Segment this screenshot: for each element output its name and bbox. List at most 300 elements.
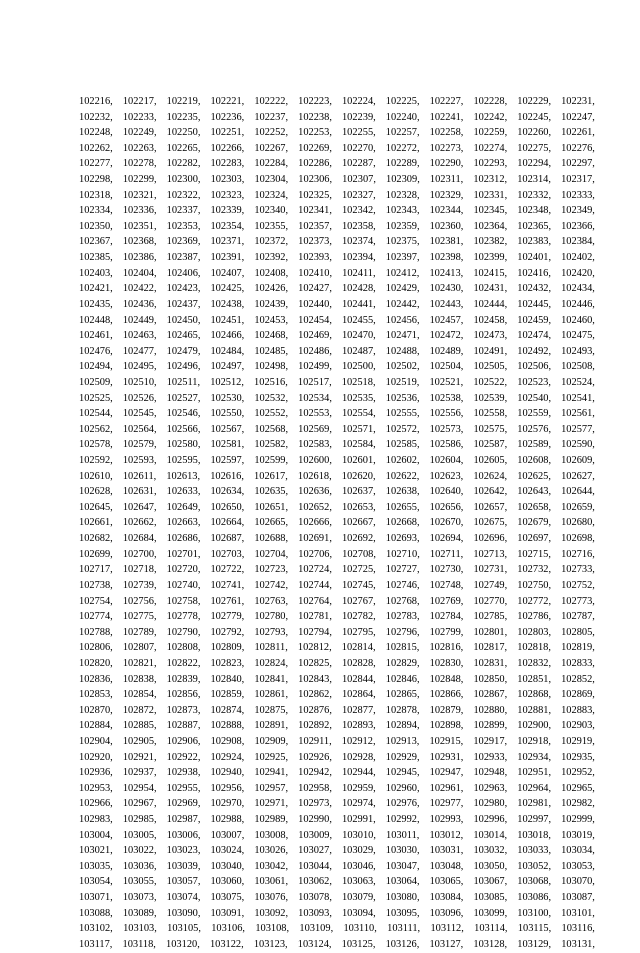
number-entry: 103123, xyxy=(253,938,288,950)
number-entry: 102959, xyxy=(341,782,376,794)
number-line xyxy=(79,437,595,453)
number-entry: 102488, xyxy=(385,345,420,357)
number-entry: 102510, xyxy=(122,376,157,388)
number-entry: 102830, xyxy=(429,657,464,669)
number-entry: 102392, xyxy=(254,252,289,264)
number-entry: 102635, xyxy=(254,486,289,498)
number-entry: 102967, xyxy=(122,798,157,810)
number-entry: 102429, xyxy=(385,283,420,295)
number-entry: 102578, xyxy=(79,439,113,451)
number-entry: 102833, xyxy=(561,657,595,669)
number-entry: 102717, xyxy=(79,564,113,576)
number-entry: 102448, xyxy=(79,314,113,326)
number-entry: 102371, xyxy=(210,236,245,248)
number-line xyxy=(79,640,595,656)
number-entry: 103126, xyxy=(385,938,420,950)
number-entry: 102600, xyxy=(298,455,332,467)
number-entry: 102937, xyxy=(122,767,157,779)
number-entry: 102963, xyxy=(473,782,508,794)
number-entry: 102569, xyxy=(298,423,332,435)
number-entry: 102536, xyxy=(385,392,420,404)
number-entry: 102413, xyxy=(429,267,464,279)
number-line xyxy=(79,843,595,859)
number-entry: 102321, xyxy=(122,189,157,201)
number-entry: 103018, xyxy=(517,829,551,841)
number-entry: 103030, xyxy=(385,845,420,857)
number-entry: 102750, xyxy=(517,579,552,591)
number-entry: 102231, xyxy=(561,96,595,107)
number-entry: 102778, xyxy=(166,611,201,623)
number-entry: 103024, xyxy=(210,845,245,857)
number-entry: 102732, xyxy=(517,564,552,576)
number-entry: 102604, xyxy=(429,455,464,467)
number-entry: 102355, xyxy=(254,220,289,232)
number-entry: 102931, xyxy=(429,751,464,763)
number-entry: 102587, xyxy=(473,439,508,451)
number-entry: 102944, xyxy=(341,767,376,779)
number-entry: 103011, xyxy=(386,829,420,841)
number-entry: 102554, xyxy=(341,408,376,420)
number-entry: 103122, xyxy=(209,938,244,950)
number-entry: 102875, xyxy=(254,704,289,716)
number-entry: 103105, xyxy=(167,923,201,935)
number-entry: 102741, xyxy=(210,579,245,591)
number-entry: 102239, xyxy=(341,111,376,123)
number-entry: 102276, xyxy=(561,142,595,154)
number-entry: 102397, xyxy=(385,252,420,264)
number-entry: 102327, xyxy=(341,189,376,201)
number-entry: 102364, xyxy=(473,220,508,232)
number-entry: 103076, xyxy=(254,892,289,904)
number-entry: 102853, xyxy=(79,689,113,701)
number-entry: 102216, xyxy=(79,96,113,107)
number-line xyxy=(79,703,595,719)
number-entry: 102713, xyxy=(473,548,508,560)
number-entry: 102332, xyxy=(517,189,552,201)
number-entry: 102738, xyxy=(79,579,113,591)
number-entry: 102500, xyxy=(341,361,376,373)
number-entry: 102796, xyxy=(385,626,420,638)
number-entry: 102731, xyxy=(473,564,508,576)
number-entry: 102769, xyxy=(429,595,464,607)
number-entry: 102455, xyxy=(341,314,376,326)
number-entry: 103057, xyxy=(166,876,201,888)
number-entry: 102652, xyxy=(298,501,332,513)
number-entry: 103116, xyxy=(561,923,595,935)
number-entry: 102781, xyxy=(298,611,332,623)
number-entry: 102911, xyxy=(298,735,332,747)
number-entry: 102948, xyxy=(473,767,508,779)
number-entry: 102580, xyxy=(166,439,201,451)
number-entry: 103115, xyxy=(517,923,552,935)
number-entry: 103114, xyxy=(474,923,508,935)
number-entry: 102874, xyxy=(210,704,245,716)
number-entry: 102222, xyxy=(254,96,289,107)
number-entry: 103120, xyxy=(166,938,200,950)
number-line xyxy=(79,94,595,110)
number-entry: 102971, xyxy=(254,798,289,810)
number-entry: 102701, xyxy=(166,548,201,560)
number-entry: 102764, xyxy=(298,595,332,607)
number-entry: 103091, xyxy=(210,907,245,919)
number-entry: 102691, xyxy=(298,533,332,545)
number-entry: 102517, xyxy=(297,376,332,388)
number-entry: 102270, xyxy=(341,142,376,154)
number-entry: 102421, xyxy=(79,283,113,295)
number-entry: 102852, xyxy=(561,673,595,685)
number-entry: 102299, xyxy=(122,174,157,186)
number-entry: 102868, xyxy=(517,689,552,701)
number-entry: 102999, xyxy=(561,814,595,826)
number-entry: 103125, xyxy=(341,938,376,950)
number-line xyxy=(79,391,595,407)
number-entry: 102806, xyxy=(79,642,113,654)
number-entry: 102940, xyxy=(210,767,245,779)
number-entry: 102224, xyxy=(341,96,376,107)
number-entry: 102718, xyxy=(122,564,157,576)
number-entry: 102903, xyxy=(561,720,595,732)
number-entry: 102546, xyxy=(166,408,201,420)
number-entry: 102579, xyxy=(122,439,157,451)
number-entry: 102881, xyxy=(517,704,552,716)
number-entry: 102618, xyxy=(297,470,332,482)
number-line xyxy=(79,672,595,688)
number-entry: 102733, xyxy=(561,564,595,576)
number-entry: 102708, xyxy=(342,548,376,560)
number-entry: 102442, xyxy=(385,298,420,310)
number-entry: 102486, xyxy=(298,345,332,357)
number-line xyxy=(79,531,595,547)
number-entry: 102474, xyxy=(517,330,552,342)
number-entry: 102451, xyxy=(210,314,245,326)
number-entry: 102266, xyxy=(210,142,245,154)
number-entry: 102987, xyxy=(166,814,201,826)
number-entry: 102252, xyxy=(254,127,289,139)
number-entry: 102891, xyxy=(254,720,289,732)
number-entry: 102976, xyxy=(385,798,420,810)
number-entry: 102908, xyxy=(210,735,245,747)
number-entry: 102638, xyxy=(385,486,420,498)
number-entry: 102412, xyxy=(385,267,420,279)
number-entry: 102610, xyxy=(79,470,113,482)
number-entry: 102666, xyxy=(298,517,332,529)
number-entry: 102817, xyxy=(473,642,508,654)
number-entry: 102700, xyxy=(122,548,157,560)
number-entry: 103117, xyxy=(79,938,113,950)
number-entry: 102423, xyxy=(166,283,201,295)
number-entry: 102812, xyxy=(297,642,332,654)
number-entry: 102576, xyxy=(517,423,552,435)
number-entry: 102473, xyxy=(473,330,508,342)
number-entry: 102668, xyxy=(385,517,420,529)
number-entry: 102526, xyxy=(122,392,157,404)
number-entry: 102694, xyxy=(429,533,464,545)
number-entry: 102904, xyxy=(79,735,113,747)
number-entry: 102475, xyxy=(561,330,595,342)
number-entry: 102349, xyxy=(561,205,595,217)
number-entry: 102485, xyxy=(254,345,289,357)
number-line xyxy=(79,359,595,375)
number-entry: 102808, xyxy=(166,642,201,654)
number-entry: 102631, xyxy=(122,486,157,498)
number-entry: 102386, xyxy=(122,252,157,264)
number-entry: 102722, xyxy=(210,564,245,576)
number-entry: 102272, xyxy=(385,142,420,154)
number-entry: 102633, xyxy=(166,486,201,498)
number-entry: 102704, xyxy=(254,548,289,560)
number-line xyxy=(79,874,595,890)
number-entry: 102730, xyxy=(429,564,464,576)
number-line xyxy=(79,172,595,188)
number-entry: 102584, xyxy=(341,439,376,451)
number-entry: 102866, xyxy=(429,689,464,701)
number-entry: 102856, xyxy=(166,689,201,701)
number-entry: 102964, xyxy=(517,782,552,794)
number-entry: 102785, xyxy=(473,611,508,623)
number-entry: 102768, xyxy=(385,595,420,607)
number-entry: 103023, xyxy=(166,845,201,857)
number-entry: 102318, xyxy=(79,189,113,201)
number-entry: 102684, xyxy=(122,533,157,545)
number-entry: 102430, xyxy=(429,283,464,295)
number-entry: 103101, xyxy=(561,907,595,919)
number-entry: 102495, xyxy=(122,361,157,373)
number-line xyxy=(79,313,595,329)
number-entry: 102878, xyxy=(385,704,420,716)
number-entry: 102566, xyxy=(166,423,201,435)
number-line xyxy=(79,921,595,937)
number-entry: 102616, xyxy=(210,470,244,482)
number-entry: 102608, xyxy=(517,455,552,467)
number-entry: 102877, xyxy=(341,704,376,716)
number-entry: 103109, xyxy=(299,923,334,935)
number-entry: 102838, xyxy=(122,673,157,685)
number-entry: 102828, xyxy=(341,657,376,669)
number-entry: 102775, xyxy=(122,611,157,623)
number-entry: 102562, xyxy=(79,423,113,435)
number-entry: 102293, xyxy=(473,158,508,170)
number-entry: 102470, xyxy=(341,330,376,342)
number-entry: 102788, xyxy=(79,626,113,638)
number-entry: 102821, xyxy=(122,657,157,669)
number-line xyxy=(79,328,595,344)
number-entry: 102941, xyxy=(254,767,289,779)
number-line xyxy=(79,515,595,531)
number-entry: 102887, xyxy=(166,720,201,732)
number-entry: 102918, xyxy=(517,735,551,747)
number-entry: 102843, xyxy=(298,673,332,685)
number-entry: 102476, xyxy=(79,345,113,357)
number-entry: 102317, xyxy=(561,174,595,186)
number-entry: 102664, xyxy=(210,517,245,529)
number-entry: 102844, xyxy=(341,673,376,685)
number-entry: 102824, xyxy=(254,657,289,669)
number-entry: 103078, xyxy=(298,892,332,904)
number-line xyxy=(79,281,595,297)
number-entry: 102311, xyxy=(429,174,464,186)
number-entry: 103080, xyxy=(385,892,420,904)
number-entry: 102225, xyxy=(385,96,420,107)
number-entry: 103004, xyxy=(79,829,113,841)
number-entry: 102232, xyxy=(79,111,113,123)
number-entry: 102628, xyxy=(79,486,113,498)
number-entry: 102957, xyxy=(254,782,289,794)
number-entry: 102350, xyxy=(79,220,113,232)
number-entry: 102253, xyxy=(298,127,332,139)
number-entry: 103067, xyxy=(473,876,508,888)
number-entry: 103118, xyxy=(122,938,156,950)
number-entry: 102494, xyxy=(79,361,113,373)
number-entry: 102491, xyxy=(473,345,508,357)
number-entry: 102449, xyxy=(122,314,157,326)
number-entry: 102337, xyxy=(166,205,201,217)
number-line xyxy=(79,141,595,157)
number-entry: 102662, xyxy=(122,517,157,529)
number-entry: 102872, xyxy=(122,704,157,716)
number-entry: 102625, xyxy=(517,470,551,482)
number-entry: 102331, xyxy=(473,189,508,201)
number-entry: 102498, xyxy=(254,361,289,373)
number-entry: 102692, xyxy=(341,533,376,545)
number-entry: 103005, xyxy=(122,829,157,841)
number-entry: 102767, xyxy=(341,595,376,607)
number-entry: 102341, xyxy=(298,205,332,217)
number-entry: 103099, xyxy=(473,907,508,919)
number-entry: 102509, xyxy=(79,376,113,388)
number-entry: 102328, xyxy=(385,189,420,201)
number-entry: 102465, xyxy=(166,330,201,342)
number-entry: 102511, xyxy=(166,376,201,388)
number-entry: 102524, xyxy=(561,376,595,388)
number-entry: 102348, xyxy=(517,205,552,217)
number-entry: 102790, xyxy=(166,626,201,638)
number-entry: 103052, xyxy=(517,860,552,872)
number-entry: 102422, xyxy=(122,283,157,295)
number-entry: 102699, xyxy=(79,548,113,560)
number-line xyxy=(79,765,595,781)
number-entry: 102643, xyxy=(517,486,552,498)
number-entry: 102399, xyxy=(473,252,508,264)
number-line xyxy=(79,375,595,391)
number-entry: 102697, xyxy=(517,533,552,545)
number-entry: 103087, xyxy=(561,892,595,904)
number-entry: 102595, xyxy=(166,455,201,467)
number-entry: 102324, xyxy=(254,189,289,201)
number-entry: 102461, xyxy=(79,330,113,342)
number-entry: 103008, xyxy=(254,829,289,841)
number-entry: 102522, xyxy=(473,376,508,388)
number-entry: 102974, xyxy=(341,798,376,810)
number-entry: 102980, xyxy=(473,798,508,810)
number-entry: 102527, xyxy=(166,392,201,404)
number-entry: 102815, xyxy=(385,642,420,654)
number-entry: 102623, xyxy=(429,470,464,482)
number-entry: 102938, xyxy=(166,767,201,779)
number-entry: 102304, xyxy=(254,174,289,186)
number-entry: 102839, xyxy=(166,673,201,685)
number-entry: 102915, xyxy=(429,735,464,747)
number-entry: 103035, xyxy=(79,860,113,872)
number-entry: 102703, xyxy=(210,548,245,560)
number-entry: 103021, xyxy=(79,845,113,857)
number-entry: 102787, xyxy=(561,611,595,623)
number-entry: 102385, xyxy=(79,252,113,264)
number-entry: 102432, xyxy=(517,283,552,295)
number-entry: 102558, xyxy=(473,408,508,420)
number-entry: 103111, xyxy=(387,923,421,935)
number-entry: 103019, xyxy=(561,829,595,841)
number-entry: 102502, xyxy=(385,361,420,373)
number-entry: 102336, xyxy=(122,205,157,217)
number-entry: 102398, xyxy=(429,252,464,264)
number-entry: 102236, xyxy=(210,111,245,123)
number-entry: 102933, xyxy=(473,751,508,763)
number-entry: 102552, xyxy=(254,408,289,420)
number-entry: 102758, xyxy=(166,595,201,607)
number-entry: 102369, xyxy=(166,236,201,248)
number-entry: 102384, xyxy=(561,236,595,248)
number-entry: 102773, xyxy=(561,595,595,607)
number-entry: 103026, xyxy=(254,845,289,857)
number-entry: 102437, xyxy=(166,298,201,310)
number-entry: 102539, xyxy=(473,392,508,404)
number-entry: 103127, xyxy=(429,938,464,950)
number-entry: 102219, xyxy=(166,96,201,107)
number-entry: 102746, xyxy=(385,579,420,591)
number-entry: 102725, xyxy=(341,564,376,576)
number-entry: 102300, xyxy=(166,174,201,186)
number-entry: 102322, xyxy=(166,189,201,201)
number-entry: 102544, xyxy=(79,408,113,420)
number-entry: 102754, xyxy=(79,595,113,607)
number-entry: 102333, xyxy=(561,189,595,201)
number-entry: 102879, xyxy=(429,704,464,716)
number-entry: 102573, xyxy=(429,423,464,435)
number-entry: 102373, xyxy=(298,236,332,248)
number-entry: 102742, xyxy=(254,579,289,591)
number-entry: 102653, xyxy=(341,501,376,513)
number-entry: 102353, xyxy=(166,220,201,232)
number-entry: 102294, xyxy=(517,158,552,170)
number-entry: 102609, xyxy=(561,455,595,467)
number-entry: 102720, xyxy=(166,564,201,576)
number-entry: 102553, xyxy=(298,408,332,420)
number-entry: 102287, xyxy=(341,158,376,170)
number-entry: 102283, xyxy=(210,158,245,170)
number-entry: 102655, xyxy=(385,501,420,513)
number-entry: 102761, xyxy=(210,595,245,607)
number-entry: 103054, xyxy=(79,876,113,888)
number-entry: 102521, xyxy=(429,376,464,388)
number-entry: 103053, xyxy=(561,860,595,872)
number-line xyxy=(79,937,595,953)
number-line xyxy=(79,453,595,469)
number-entry: 102836, xyxy=(79,673,113,685)
number-entry: 103060, xyxy=(210,876,245,888)
number-line xyxy=(79,656,595,672)
number-entry: 102479, xyxy=(166,345,201,357)
number-entry: 102568, xyxy=(254,423,289,435)
number-entry: 102589, xyxy=(517,439,552,451)
number-entry: 102375, xyxy=(385,236,420,248)
number-entry: 102794, xyxy=(298,626,332,638)
number-line xyxy=(79,156,595,172)
number-entry: 103100, xyxy=(517,907,552,919)
number-entry: 102784, xyxy=(429,611,464,623)
number-entry: 102484, xyxy=(210,345,245,357)
number-entry: 102740, xyxy=(166,579,201,591)
number-entry: 103079, xyxy=(341,892,376,904)
